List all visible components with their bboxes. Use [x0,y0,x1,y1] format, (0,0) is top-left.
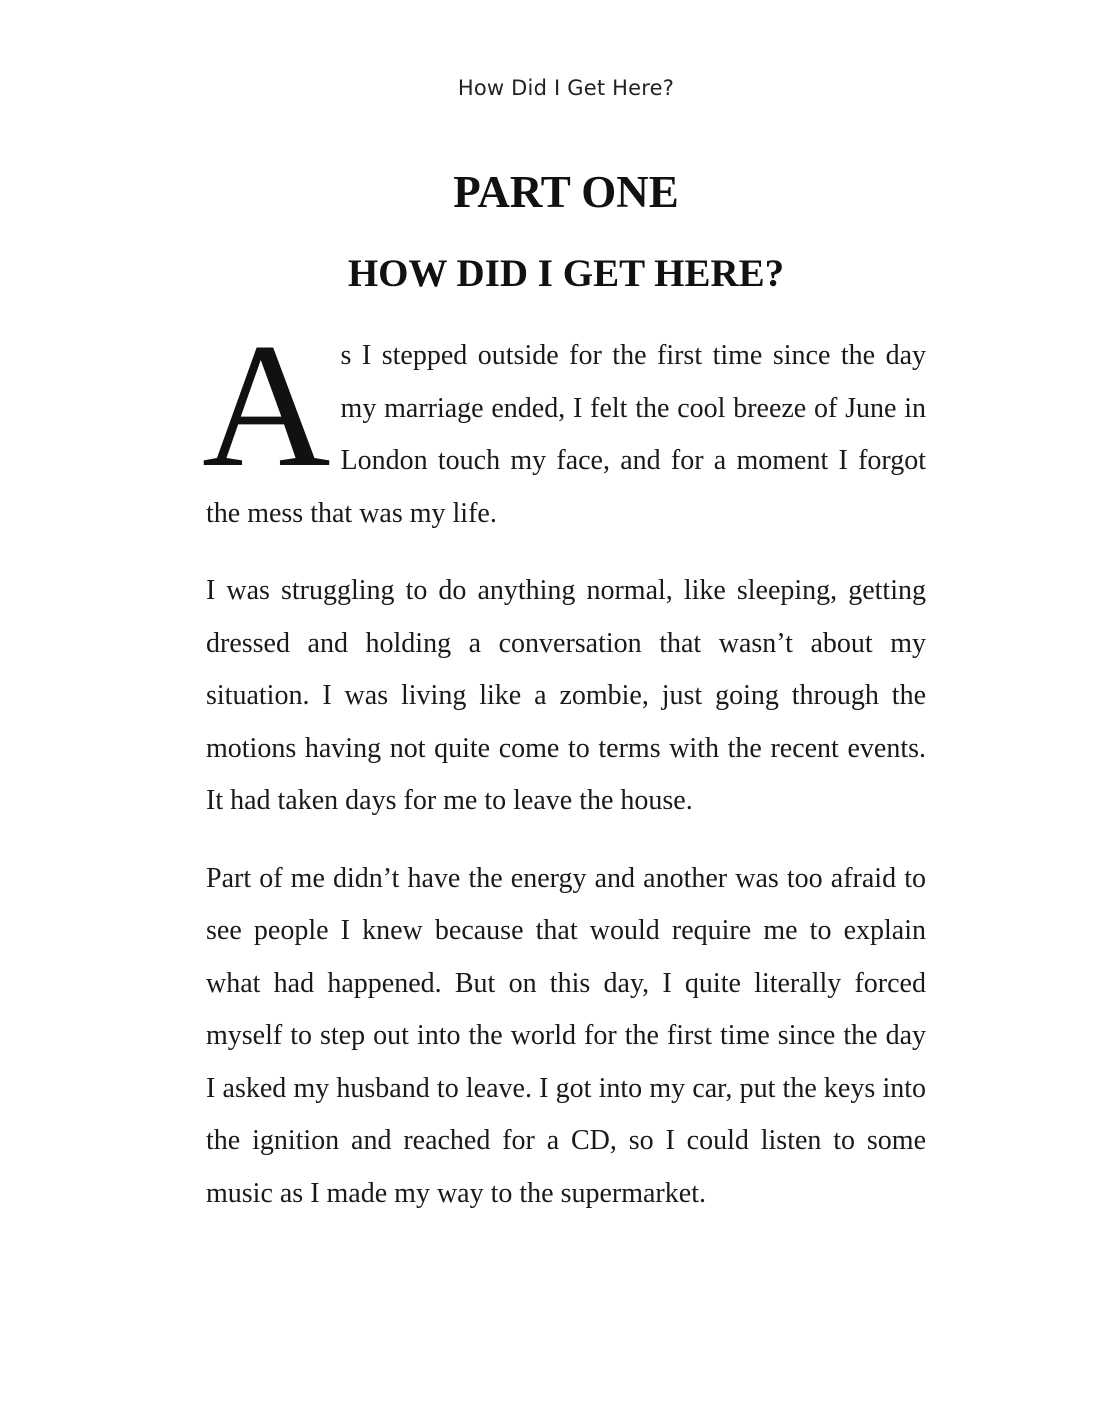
paragraph-1 [202,306,926,540]
paragraph-3: Part of me didn’t have the energy and another was too afraid to see people I knew because that would require me to explain what had happened. But on this day, I quite literally forced myself to step out into the world for the first time since the day I asked my husband to leave. I got into my car, put the keys into the ignition and reached for a CD, so I could listen to some music as I made my way to the supermarket. [206,862,926,1209]
running-header: How Did I Get Here? [457,76,675,100]
paragraph-1-text: s I stepped outside for the first time since the day my marriage ended, I felt the cool breeze of June in London touch my face, and for a moment I forgot the mess that was my life. [206,340,926,529]
paragraph-2: I was struggling to do anything normal, like sleeping, getting dressed and holding a conversation that wasn’t about my situation. I was living like a zombie, just going through the motions having not quite come to terms with the recent events. It had taken days for me to leave the house. [206,575,926,816]
part-title: PART ONE [453,167,679,217]
body-text [202,306,926,1245]
chapter-title: HOW DID I GET HERE? [347,252,785,295]
drop-cap: A [202,306,331,504]
